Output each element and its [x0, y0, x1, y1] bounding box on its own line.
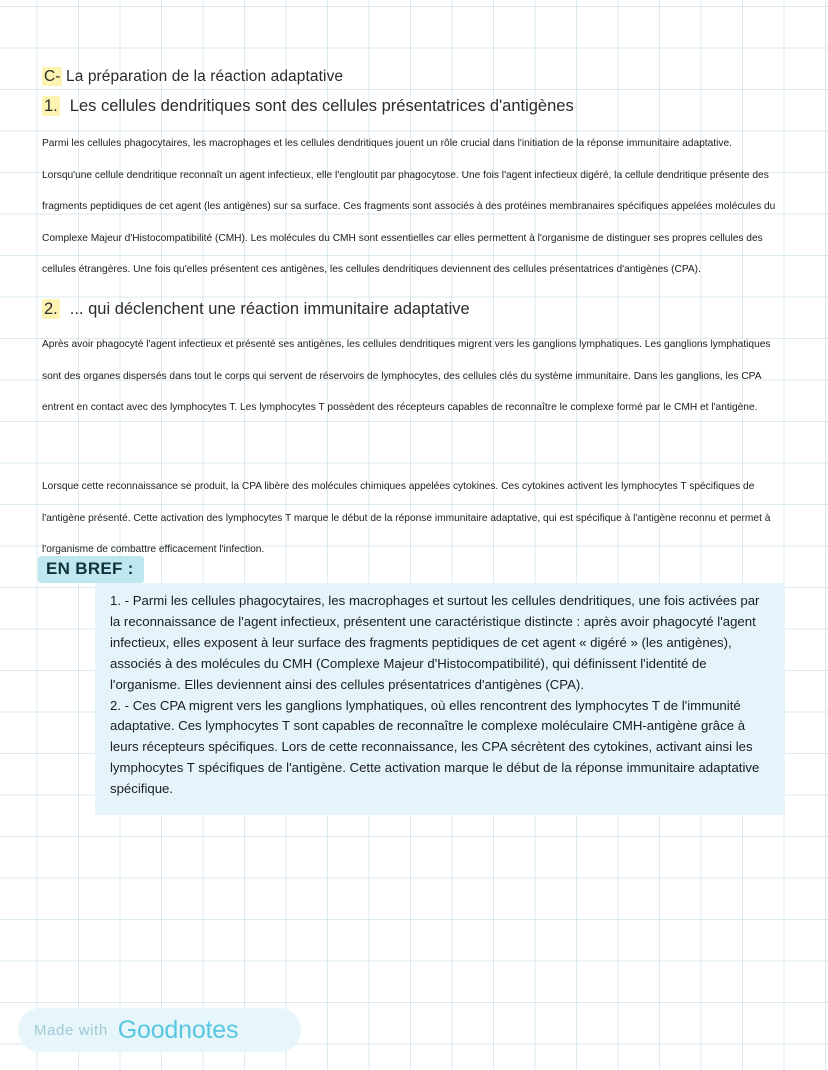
summary-item-2: 2. - Ces CPA migrent vers les ganglions lymphatiques, où elles rencontrent des lymphocytes T de l'immunité adaptative. Ces lymphocytes T sont capables de reconnaître le complexe moléculaire CMH-antigène grâce à leurs récepteurs spécifiques. Lors de cette reconnaissance, les CPA sécrètent des cytokines, activant ainsi les lymphocytes T spécifiques de l'antigène. Cette activation marque le début de la réponse immunitaire adaptative spécifique.	[110, 697, 760, 797]
subsection-2-number: 2.	[44, 300, 58, 318]
subsection-2-body: Après avoir phagocyté l'agent infectieux et présenté ses antigènes, les cellules dendritiques migrent vers les ganglions lymphatiques. Les ganglions lymphatiques sont des organes dispersés dans tout le corps qui servent de réservoirs de lymphocytes, des cellules clés du système immunitaire. Dans les ganglions, les CPA entrent en contact avec des lymphocytes T. Les lymphocytes T possèdent des récepteurs capables de reconnaître le complexe formé par le CMH et l'antigène.	[42, 339, 771, 414]
section-heading-c	[42, 68, 343, 86]
subsection-1-body: Parmi les cellules phagocytaires, les macrophages et les cellules dendritiques jouent un rôle crucial dans l'initiation de la réponse immunitaire adaptative. Lorsqu'une cellule dendritique reconnaît un agent infectieux, elle l'engloutit par phagocytose. Une fois l'agent infectieux digéré, la cellule dendritique présente des fragments peptidiques de cet agent (les antigènes) sur sa surface. Ces fragments sont associés à des protéines membranaires spécifiques appelées molécules du Complexe Majeur d'Histocompatibilité (CMH). Les molécules du CMH sont essentielles car elles permettent à l'organisme de distinguer ses propres cellules des cellules étrangères. Une fois qu'elles présentent ces antigènes, les cellules dendritiques deviennent des cellules présentatrices d'antigènes (CPA).	[42, 138, 776, 276]
section-heading-text: La préparation de la réaction adaptative	[61, 68, 344, 85]
subsection-1-number: 1.	[44, 97, 58, 115]
watermark-made-with: Made with	[34, 1021, 108, 1039]
summary-label: EN BREF :	[38, 556, 144, 583]
subsection-heading-2	[42, 300, 470, 319]
subsection-heading-1	[42, 97, 574, 116]
subsection-2-title: ... qui déclenchent une réaction immunitaire adaptative	[69, 300, 470, 318]
subsection-1-title: Les cellules dendritiques sont des cellules présentatrices d'antigènes	[69, 97, 574, 115]
goodnotes-watermark	[18, 1008, 301, 1052]
watermark-brand: Goodnotes	[117, 1015, 239, 1044]
summary-text	[110, 591, 770, 800]
section-heading-marker: C-	[44, 68, 61, 85]
subsection-2-body-continued: Lorsque cette reconnaissance se produit, la CPA libère des molécules chimiques appelées cytokines. Ces cytokines activent les lymphocytes T spécifiques de l'antigène présenté. Cette activation des lymphocytes T marque le début de la réponse immunitaire adaptative, qui est spécifique à l'antigène reconnu et permet à l'organisme de combattre efficacement l'infection.	[42, 481, 771, 556]
summary-item-1: 1. - Parmi les cellules phagocytaires, les macrophages et surtout les cellules dendritiques, une fois activées par la reconnaissance de l'agent infectieux, présentent une caractéristique distincte : après avoir phagocyté l'agent infectieux, elles exposent à leur surface des fragments peptidiques de cet agent « digéré » (les antigènes), associés à des molécules du CMH (Complexe Majeur d'Histocompatibilité), qui définissent l'identité de l'organisme. Elles deviennent ainsi des cellules présentatrices d'antigènes (CPA).	[110, 593, 760, 692]
